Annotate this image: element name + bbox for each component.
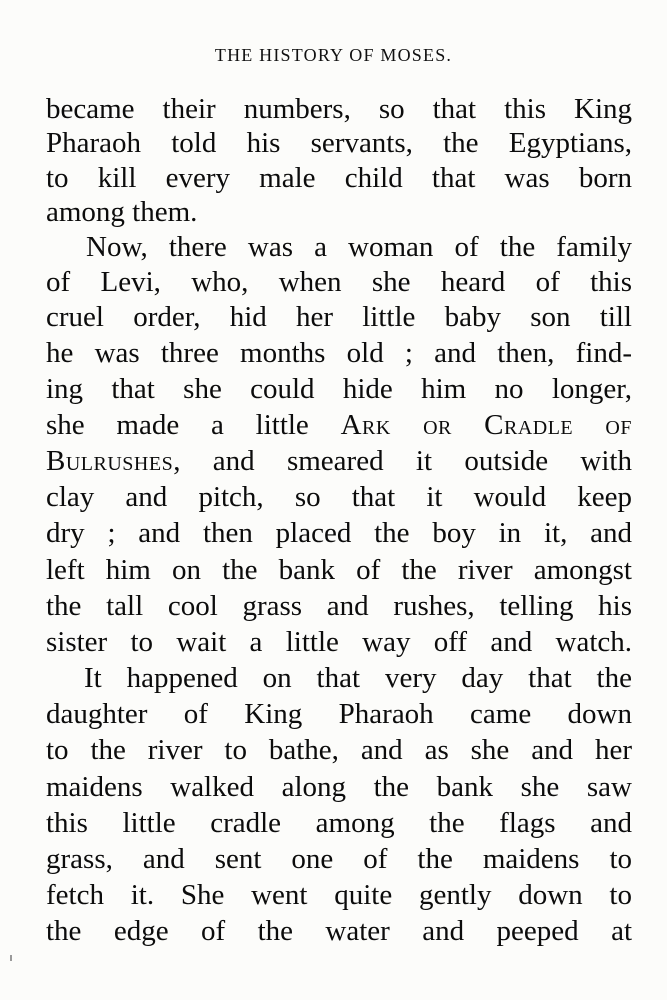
text-line-24: the edge of the water and peeped at bbox=[46, 915, 632, 947]
text-line-11-rest: , and smeared it outside with bbox=[173, 445, 632, 477]
text-line-13: dry ; and then placed the boy in it, and bbox=[46, 517, 632, 549]
text-line-15: the tall cool grass and rushes, telling his bbox=[46, 590, 632, 622]
text-line-6: of Levi, who, when she heard of this bbox=[46, 266, 632, 298]
text-line-3: to kill every male child that was born bbox=[46, 162, 632, 194]
text-line-18: daughter of King Pharaoh came down bbox=[46, 698, 632, 730]
text-line-2: Pharaoh told his servants, the Egyptians, bbox=[46, 127, 632, 159]
emphasis-bulrushes: Bulrushes bbox=[46, 445, 174, 477]
text-line-17: It happened on that very day that the bbox=[84, 662, 632, 694]
text-line-5: Now, there was a woman of the family bbox=[86, 231, 632, 263]
text-line-21: this little cradle among the flags and bbox=[46, 807, 632, 839]
text-line-1: became their numbers, so that this King bbox=[46, 93, 632, 125]
text-line-11 bbox=[46, 444, 632, 478]
text-line-16: sister to wait a little way off and watch. bbox=[46, 626, 632, 658]
text-line-4: among them. bbox=[46, 196, 198, 228]
text-line-23: fetch it. She went quite gently down to bbox=[46, 879, 632, 911]
text-line-8: he was three months old ; and then, find- bbox=[46, 337, 632, 369]
text-line-10-start: she made a little bbox=[46, 409, 309, 441]
margin-mark bbox=[10, 955, 12, 961]
text-line-22: grass, and sent one of the maidens to bbox=[46, 843, 632, 875]
running-header: THE HISTORY OF MOSES. bbox=[214, 45, 453, 65]
text-line-12: clay and pitch, so that it would keep bbox=[46, 481, 632, 513]
text-line-19: to the river to bathe, and as she and her bbox=[46, 734, 632, 766]
emphasis-ark-or-cradle-of: Ark or Cradle of bbox=[340, 409, 632, 441]
text-line-7: cruel order, hid her little baby son till bbox=[46, 301, 632, 333]
text-line-9: ing that she could hide him no longer, bbox=[46, 373, 632, 405]
text-line-14: left him on the bank of the river amongst bbox=[46, 554, 632, 586]
text-line-10 bbox=[46, 408, 632, 442]
text-line-20: maidens walked along the bank she saw bbox=[46, 771, 632, 803]
